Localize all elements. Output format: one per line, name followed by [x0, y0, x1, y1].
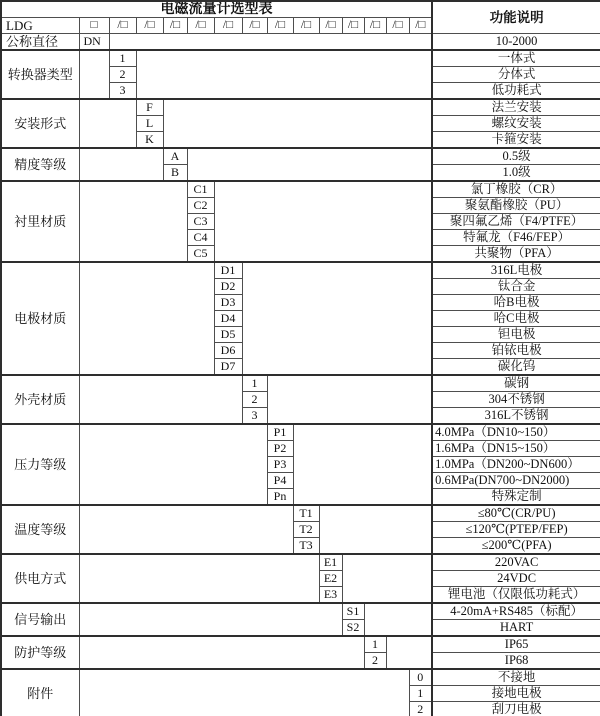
model-slot: /□	[163, 18, 187, 34]
blank-cell	[79, 636, 364, 669]
section-label: 外壳材质	[1, 375, 79, 424]
value-cell: 哈C电极	[432, 311, 600, 327]
value-cell: 24VDC	[432, 571, 600, 587]
blank-cell	[79, 181, 187, 262]
code-cell: 1	[109, 50, 136, 67]
code-cell: D2	[214, 279, 242, 295]
code-cell: S2	[342, 620, 364, 637]
value-cell: 聚四氟乙烯（F4/PTFE）	[432, 214, 600, 230]
model-slot: /□	[242, 18, 267, 34]
function-column-header: 功能说明	[432, 1, 600, 34]
section-label: 电极材质	[1, 262, 79, 375]
value-cell: 1.0MPa（DN200~DN600）	[432, 457, 600, 473]
code-cell: 2	[242, 392, 267, 408]
value-cell: 1.6MPa（DN15~150）	[432, 441, 600, 457]
model-slot: /□	[267, 18, 293, 34]
blank-cell	[163, 99, 432, 148]
section-label: 附件	[1, 669, 79, 716]
model-slot: /□	[109, 18, 136, 34]
blank-cell	[79, 50, 109, 99]
code-cell: C5	[187, 246, 214, 263]
blank-cell	[342, 554, 432, 603]
model-slot: /□	[342, 18, 364, 34]
code-cell: S1	[342, 603, 364, 620]
code-cell: E3	[319, 587, 342, 604]
code-cell: E2	[319, 571, 342, 587]
model-slot: /□	[293, 18, 319, 34]
blank-cell	[364, 603, 432, 636]
section-label: 压力等级	[1, 424, 79, 505]
code-cell: 3	[109, 83, 136, 100]
section-label: 安装形式	[1, 99, 79, 148]
code-cell: 2	[109, 67, 136, 83]
code-cell: 1	[409, 686, 432, 702]
value-cell: 低功耗式	[432, 83, 600, 100]
code-cell: T3	[293, 538, 319, 555]
value-cell: 220VAC	[432, 554, 600, 571]
value-cell: 氯丁橡胶（CR）	[432, 181, 600, 198]
value-cell: 不接地	[432, 669, 600, 686]
code-cell: 3	[242, 408, 267, 425]
blank-cell	[79, 99, 136, 148]
value-cell: 卡箍安装	[432, 132, 600, 149]
code-cell: D5	[214, 327, 242, 343]
code-cell: T1	[293, 505, 319, 522]
diameter-value: 10-2000	[432, 34, 600, 51]
value-cell: ≤80℃(CR/PU)	[432, 505, 600, 522]
section-label: 转换器类型	[1, 50, 79, 99]
blank-cell	[293, 424, 432, 505]
blank-cell	[109, 34, 432, 51]
value-cell: 碳化钨	[432, 359, 600, 376]
code-cell: D7	[214, 359, 242, 376]
model-slot: /□	[136, 18, 163, 34]
code-cell: D1	[214, 262, 242, 279]
value-cell: 316L电极	[432, 262, 600, 279]
value-cell: 4-20mA+RS485（标配）	[432, 603, 600, 620]
section-label: 温度等级	[1, 505, 79, 554]
value-cell: ≤120℃(PTEP/FEP)	[432, 522, 600, 538]
value-cell: 碳钢	[432, 375, 600, 392]
blank-cell	[79, 262, 214, 375]
code-cell: L	[136, 116, 163, 132]
value-cell: 特氟龙（F46/FEP）	[432, 230, 600, 246]
code-cell: C2	[187, 198, 214, 214]
section-label: 供电方式	[1, 554, 79, 603]
code-cell: Pn	[267, 489, 293, 506]
code-cell: D4	[214, 311, 242, 327]
blank-cell	[242, 262, 432, 375]
section-label: 精度等级	[1, 148, 79, 181]
value-cell: IP65	[432, 636, 600, 653]
value-cell: 钽电极	[432, 327, 600, 343]
code-cell: P3	[267, 457, 293, 473]
value-cell: IP68	[432, 653, 600, 670]
model-slot: /□	[187, 18, 214, 34]
value-cell: ≤200℃(PFA)	[432, 538, 600, 555]
code-cell: E1	[319, 554, 342, 571]
code-cell: 1	[364, 636, 386, 653]
blank-cell	[136, 50, 432, 99]
model-slot: /□	[364, 18, 386, 34]
blank-cell	[214, 181, 432, 262]
value-cell: 刮刀电极	[432, 702, 600, 716]
model-slot: /□	[214, 18, 242, 34]
value-cell: 螺纹安装	[432, 116, 600, 132]
blank-cell	[79, 505, 293, 554]
value-cell: 聚氨酯橡胶（PU）	[432, 198, 600, 214]
code-cell: D3	[214, 295, 242, 311]
value-cell: 特殊定制	[432, 489, 600, 506]
value-cell: HART	[432, 620, 600, 637]
code-cell: B	[163, 165, 187, 182]
code-cell: 2	[409, 702, 432, 716]
section-label: 信号输出	[1, 603, 79, 636]
value-cell: 1.0级	[432, 165, 600, 182]
model-slot: /□	[386, 18, 409, 34]
value-cell: 0.6MPa(DN700~DN2000)	[432, 473, 600, 489]
blank-cell	[79, 424, 267, 505]
code-cell: C3	[187, 214, 214, 230]
code-cell: P2	[267, 441, 293, 457]
blank-cell	[386, 636, 432, 669]
blank-cell	[79, 148, 163, 181]
code-cell: C1	[187, 181, 214, 198]
code-cell: P1	[267, 424, 293, 441]
value-cell: 法兰安装	[432, 99, 600, 116]
value-cell: 哈B电极	[432, 295, 600, 311]
code-cell: 0	[409, 669, 432, 686]
code-cell: T2	[293, 522, 319, 538]
section-label: 防护等级	[1, 636, 79, 669]
code-cell: D6	[214, 343, 242, 359]
model-prefix: LDG	[1, 18, 79, 34]
code-cell: F	[136, 99, 163, 116]
model-slot: /□	[409, 18, 432, 34]
value-cell: 接地电极	[432, 686, 600, 702]
value-cell: 4.0MPa（DN10~150）	[432, 424, 600, 441]
blank-cell	[267, 375, 432, 424]
blank-cell	[79, 669, 409, 716]
model-slot: /□	[319, 18, 342, 34]
diameter-label: 公称直径	[1, 34, 79, 51]
value-cell: 0.5级	[432, 148, 600, 165]
code-cell: K	[136, 132, 163, 149]
section-label: 衬里材质	[1, 181, 79, 262]
code-cell: C4	[187, 230, 214, 246]
value-cell: 钛合金	[432, 279, 600, 295]
value-cell: 锂电池（仅限低功耗式）	[432, 587, 600, 604]
model-box: □	[79, 18, 109, 34]
value-cell: 316L不锈钢	[432, 408, 600, 425]
value-cell: 分体式	[432, 67, 600, 83]
blank-cell	[319, 505, 432, 554]
value-cell: 一体式	[432, 50, 600, 67]
diameter-code: DN	[79, 34, 109, 51]
code-cell: 2	[364, 653, 386, 670]
table-title: 电磁流量计选型表	[1, 1, 432, 18]
code-cell: 1	[242, 375, 267, 392]
blank-cell	[79, 603, 342, 636]
blank-cell	[79, 554, 319, 603]
value-cell: 铂铱电极	[432, 343, 600, 359]
blank-cell	[187, 148, 432, 181]
code-cell: A	[163, 148, 187, 165]
value-cell: 304不锈钢	[432, 392, 600, 408]
code-cell: P4	[267, 473, 293, 489]
blank-cell	[79, 375, 242, 424]
value-cell: 共聚物（PFA）	[432, 246, 600, 263]
